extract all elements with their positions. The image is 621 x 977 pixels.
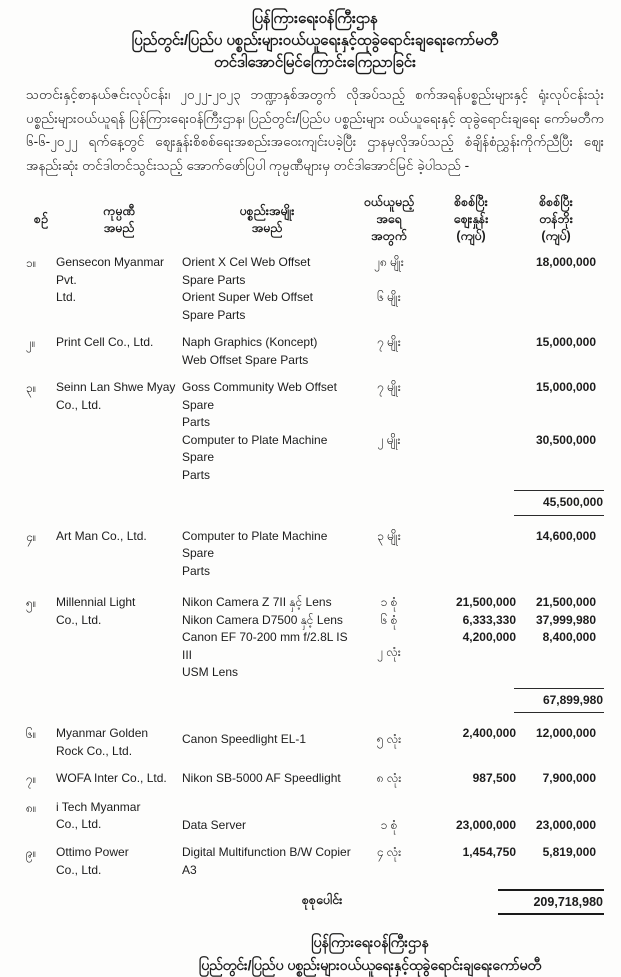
subtotal-value: 67,899,980: [514, 688, 604, 714]
item-name: [182, 770, 352, 788]
company-name: [56, 725, 182, 760]
item-name-line: Data Server: [182, 817, 247, 832]
item-value: 15,000,000: [535, 335, 596, 349]
company-line: i Tech Myanmar: [56, 799, 141, 814]
table-header-row: [26, 194, 604, 245]
item-price: [426, 289, 516, 324]
item-name: [182, 528, 352, 581]
intro-paragraph: သတင်းနှင့်စာနယ်ဇင်းလုပ်ငန်း၊ ၂၀၂၂-၂၀၂၃ ဘဏ္ဍာနှစ်အတွက် လိုအပ်သည့် စက်အရန်ပစ္စည်းများနှင့် ရုံးလုပ်ငန်းသုံးပစ္စည်းများဝယ်ယူရန် ပြန်ကြားရေးဝန်ကြီးဌာန၊ ပြည်တွင်း/ပြည်ပ ပစ္စည်းများ ဝယ်ယူရေးနှင့် ထုခွဲရောင်းချရေး ကော်မတီက ၆-၆-၂၀၂၂ ရက်နေ့တွင် ဈေးနှုန်းစိစစ်ရေးအစည်းအဝေးကျင်းပခဲ့ပြီး ဌာနမှလိုအပ်သည့် စံချိန်စံညွှန်းကိုက်ညီပြီး ဈေးအနည်းဆုံး တင်ဒါတင်သွင်းသည့် အောက်ဖော်ပြပါ ကုမ္ပဏီများမှ တင်ဒါအောင်မြင် ခဲ့ပါသည် -: [26, 87, 604, 173]
company-line: Art Man Co., Ltd.: [56, 528, 147, 543]
item-value: [516, 289, 596, 324]
header-line: ဈေးနှုန်း: [453, 212, 489, 226]
item-name-line: Canon EF 70-200 mm f/2.8L IS III: [182, 630, 348, 662]
table-row: [26, 770, 604, 789]
subtotal-row: [182, 688, 604, 714]
item-qty: ၃ မျိုး: [377, 528, 401, 543]
item-name-line: Naph Graphics (Koncept): [182, 335, 318, 349]
item-row: [182, 528, 604, 581]
item-qty: ၁ စုံ: [380, 595, 398, 609]
item-name-line: Web Offset Spare Parts: [182, 352, 309, 367]
company-line: Co., Ltd.: [56, 612, 102, 627]
item-value: 18,000,000: [535, 255, 596, 269]
document-header: [26, 8, 604, 74]
item-qty: ၇ မျိုး: [377, 335, 401, 349]
row-serial: ၆။: [26, 727, 37, 741]
company-line: Myanmar Golden: [56, 726, 149, 740]
item-value: 7,900,000: [542, 771, 596, 785]
item-price: 23,000,000: [455, 817, 516, 832]
item-value: 23,000,000: [535, 817, 596, 832]
item-name-line: Computer to Plate Machine Spare: [182, 432, 328, 464]
header-line: ကုမ္ပဏီ: [103, 203, 135, 218]
company-name: [56, 770, 182, 789]
company-line: Rock Co., Ltd.: [56, 743, 133, 758]
item-price: 6,333,330: [462, 612, 516, 627]
header-line: တန်ဘိုး: [539, 212, 573, 226]
item-row: [182, 612, 604, 630]
item-name-line: Orient Super Web Offset: [182, 290, 313, 304]
item-name-line: Nikon SB-5000 AF Speedlight: [182, 771, 341, 785]
item-qty: ၈ လုံး: [376, 771, 402, 785]
item-qty: ၆ စုံ: [380, 612, 398, 627]
table-row: [26, 528, 604, 581]
grand-total-label: စုစုပေါင်း: [302, 893, 343, 907]
item-list: [182, 770, 604, 789]
row-serial: ၇။: [26, 772, 37, 786]
item-list: [182, 334, 604, 369]
item-name-line: Orient X Cel Web Offset: [182, 255, 311, 269]
company-name: [56, 334, 182, 369]
row-serial: ၄။: [26, 529, 37, 544]
item-qty: ၅ လုံး: [376, 732, 402, 746]
ministry-title: ပြန်ကြားရေးဝန်ကြီးဌာန: [251, 10, 379, 27]
item-name: [182, 594, 352, 612]
item-value: 12,000,000: [535, 726, 596, 740]
header-line: (ကျပ်): [541, 229, 571, 243]
company-line: WOFA Inter Co., Ltd.: [56, 771, 167, 785]
item-name: [182, 254, 352, 289]
footer-committee: ပြည်တွင်း/ပြည်ပ ပစ္စည်းများဝယ်ယူရေးနှင့်ထုခွဲရောင်းချရေးကော်မတီ: [198, 957, 542, 973]
item-row: [182, 254, 604, 289]
item-value: 15,000,000: [535, 380, 596, 394]
item-price: [426, 432, 516, 485]
company-line: Print Cell Co., Ltd.: [56, 335, 154, 349]
item-name-line: Digital Multifunction B/W Copier A3: [182, 845, 351, 877]
item-value: 30,500,000: [535, 432, 596, 447]
item-name-line: Goss Community Web Offset Spare: [182, 380, 337, 412]
item-row: [182, 629, 604, 682]
item-list: [182, 594, 604, 715]
header-item: [182, 203, 352, 237]
header-line: အမည်: [251, 220, 283, 235]
item-qty: ၄ လုံး: [376, 845, 402, 859]
header-value: [516, 194, 596, 245]
item-name: [182, 432, 352, 485]
item-name: [182, 725, 352, 749]
header-quantity: [352, 194, 426, 245]
item-name: [182, 334, 352, 369]
item-qty: ၂၈ မျိုး: [374, 255, 404, 269]
row-serial: ၁။: [26, 256, 37, 270]
item-list: [182, 379, 604, 518]
header-serial: စဉ်: [34, 212, 48, 226]
header-line: အရေ: [376, 212, 402, 226]
grand-total-row: [26, 889, 604, 915]
table-row: [26, 334, 604, 369]
header-company: [56, 203, 182, 237]
item-row: [182, 334, 604, 369]
item-name-line: Computer to Plate Machine Spare: [182, 528, 328, 560]
item-name: [182, 817, 352, 835]
document-footer: [81, 931, 621, 977]
table-row: [26, 799, 604, 835]
item-name-line: Parts: [182, 467, 211, 482]
item-price: [426, 334, 516, 369]
company-line: Ltd.: [56, 290, 77, 304]
header-price: [426, 194, 516, 245]
row-serial: ၅။: [26, 596, 37, 610]
item-price: 987,500: [472, 771, 516, 785]
committee-title: ပြည်တွင်း/ပြည်ပ ပစ္စည်းများဝယ်ယူရေးနှင့်ထုခွဲရောင်းချရေးကော်မတီ: [131, 32, 499, 49]
table-row: [26, 254, 604, 324]
item-price: [426, 379, 516, 432]
header-line: (ကျပ်): [456, 229, 486, 243]
company-line: Millennial Light: [56, 595, 136, 609]
company-line: Co., Ltd.: [56, 862, 102, 877]
item-name: [182, 612, 352, 630]
header-line: အမည်: [103, 220, 135, 235]
item-price: 21,500,000: [455, 595, 516, 609]
company-line: Co., Ltd.: [56, 397, 102, 412]
header-line: ပစ္စည်းအမျိုး: [239, 203, 295, 218]
table-row: [26, 379, 604, 518]
company-line: Ottimo Power: [56, 845, 129, 859]
item-qty: ၂ လုံး: [377, 645, 401, 659]
item-name-line: USM Lens: [182, 665, 239, 679]
company-name: [56, 528, 182, 581]
row-serial: ၈။: [26, 800, 37, 815]
item-price: [426, 528, 516, 581]
subtotal-row: [182, 490, 604, 516]
item-name-line: Parts: [182, 415, 211, 429]
item-name-line: Parts: [182, 563, 211, 578]
company-line: Seinn Lan Shwe Myay: [56, 380, 176, 394]
company-name: [56, 379, 182, 518]
item-name-line: Spare Parts: [182, 307, 246, 322]
item-row: [182, 379, 604, 432]
header-line: စိစစ်ပြီး: [454, 195, 488, 209]
item-name-line: Nikon Camera D7500 နှင့် Lens: [182, 612, 343, 627]
item-value: 5,819,000: [542, 845, 596, 859]
item-name: [182, 629, 352, 682]
row-serial: ၃။: [26, 381, 37, 395]
grand-total-value: 209,718,980: [498, 889, 604, 915]
item-row: [182, 725, 604, 749]
header-line: အတွက်: [371, 229, 407, 243]
table-row: [26, 725, 604, 760]
item-name-line: Nikon Camera Z 7II နှင့် Lens: [182, 595, 332, 609]
item-row: [182, 432, 604, 485]
item-row: [182, 770, 604, 788]
item-price: 4,200,000: [462, 630, 516, 644]
item-name-line: Spare Parts: [182, 272, 246, 287]
item-value: 37,999,980: [535, 612, 596, 627]
item-row: [182, 594, 604, 612]
item-price: 1,454,750: [462, 845, 516, 859]
company-line: Gensecon Myanmar Pvt.: [56, 255, 165, 287]
item-value: 8,400,000: [542, 630, 596, 644]
item-row: [182, 817, 604, 835]
company-name: [56, 594, 182, 715]
item-qty: ၂ မျိုး: [377, 432, 401, 447]
header-line: ဝယ်ယူမည့်: [363, 195, 415, 209]
row-serial: ၂။: [26, 336, 36, 350]
item-row: [182, 289, 604, 324]
table-row: [26, 594, 604, 715]
footer-ministry: ပြန်ကြားရေးဝန်ကြီးဌာန: [311, 934, 429, 950]
item-list: [182, 528, 604, 581]
item-price: [426, 254, 516, 289]
header-line: စိစစ်ပြီး: [539, 195, 573, 209]
item-qty: ၇ မျိုး: [377, 380, 401, 394]
company-name: [56, 799, 182, 835]
item-price: 2,400,000: [462, 726, 516, 740]
item-name-line: Canon Speedlight EL-1: [182, 732, 307, 746]
item-name: [182, 379, 352, 432]
item-qty: ၆ မျိုး: [377, 290, 401, 304]
announcement-title: တင်ဒါအောင်မြင်ကြောင်းကြေညာခြင်း: [214, 54, 416, 71]
subtotal-value: 45,500,000: [514, 490, 604, 516]
item-value: 14,600,000: [535, 528, 596, 543]
item-list: [182, 254, 604, 324]
company-line: Co., Ltd.: [56, 817, 102, 831]
item-name: [182, 289, 352, 324]
company-name: [56, 254, 182, 324]
item-list: [182, 725, 604, 760]
item-qty: ၁ စုံ: [380, 817, 398, 832]
item-value: 21,500,000: [535, 595, 596, 609]
item-list: [182, 799, 604, 835]
row-serial: ၉။: [26, 846, 37, 860]
